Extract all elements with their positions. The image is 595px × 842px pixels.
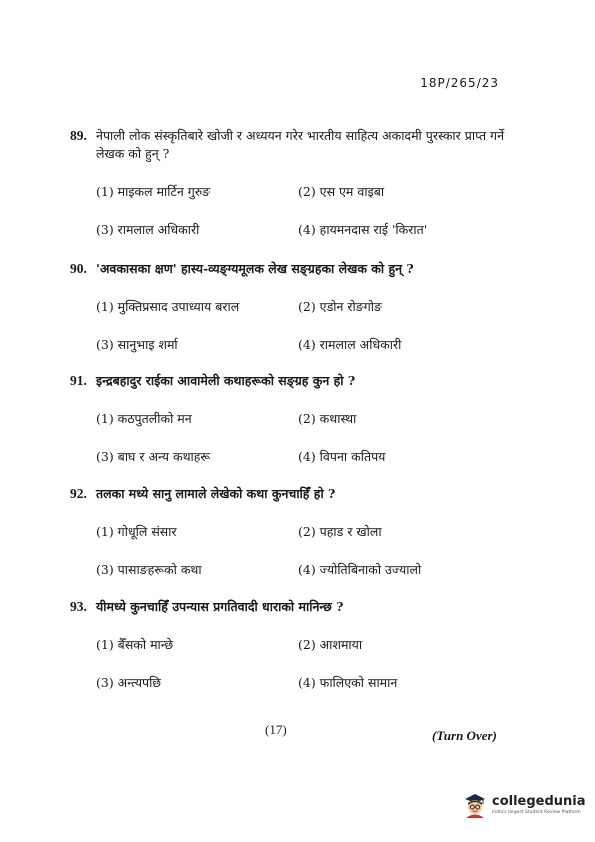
options [96, 278, 510, 358]
question-number: 92. [70, 486, 87, 501]
option-1: (1) माइकल मार्टिन गुरुङ [96, 184, 211, 199]
option-3: (3) अन्त्यपछि [96, 675, 162, 690]
question-93 [70, 598, 510, 696]
option-1: (1) मुक्तिप्रसाद उपाध्याय बराल [96, 299, 240, 314]
paper-code: 18P/265/23 [420, 76, 499, 90]
option-1: (1) बैँसको मान्छे [96, 637, 174, 652]
options [96, 390, 510, 470]
option-3: (3) सानुभाइ शर्मा [96, 337, 178, 352]
brand-watermark[interactable] [462, 790, 586, 818]
brand-tagline: India's largest Student Review Platform [492, 809, 581, 815]
option-1: (1) कठपुतलीको मन [96, 411, 192, 426]
brand-name: collegedunia [492, 793, 586, 809]
option-2: (2) एस एम वाइबा [298, 184, 385, 199]
question-92 [70, 485, 510, 583]
option-4: (4) ज्योतिबिनाको उज्यालो [298, 562, 422, 577]
option-3: (3) पासाङहरूको कथा [96, 562, 202, 577]
option-2: (2) आशमाया [298, 637, 363, 652]
option-2: (2) पहाड र खोला [298, 524, 382, 539]
question-text: 'अवकासका क्षण' हास्य-व्यङ्ग्यमूलक लेख सङ्ग्रहका लेखक को हुन् ? [96, 261, 414, 276]
question-89 [70, 127, 510, 243]
option-2: (2) कथास्था [298, 411, 357, 426]
question-number: 89. [70, 128, 87, 143]
question-text: नेपाली लोक संस्कृतिबारे खोजी र अध्ययन गरेर भारतीय साहित्य अकादमी पुरस्कार प्राप्त गर्ने लेखक को हुन् ? [96, 128, 505, 161]
question-text: यीमध्ये कुनचाहिँ उपन्यास प्रगतिवादी धाराको मानिन्छ ? [96, 599, 344, 614]
option-3: (3) रामलाल अधिकारी [96, 222, 200, 237]
option-1: (1) गोधूलि संसार [96, 524, 177, 539]
option-3: (3) बाघ र अन्य कथाहरू [96, 449, 211, 464]
option-2: (2) एडोन रोङगोङ [298, 299, 382, 314]
option-4: (4) रामलाल अधिकारी [298, 337, 402, 352]
options [96, 503, 510, 583]
question-number: 90. [70, 261, 87, 276]
options [96, 616, 510, 696]
option-4: (4) विपना कतिपय [298, 449, 386, 464]
question-number: 93. [70, 599, 87, 614]
option-4: (4) फालिएको सामान [298, 675, 398, 690]
option-4: (4) हायमनदास राई 'किरात' [298, 222, 428, 237]
turn-over-label: (Turn Over) [432, 728, 497, 743]
page-number: (17) [265, 722, 287, 737]
question-number: 91. [70, 373, 87, 388]
question-text: इन्द्रबहादुर राईका आवामेली कथाहरूको सङ्ग्रह कुन हो ? [96, 373, 356, 388]
question-91 [70, 372, 510, 470]
question-text: तलका मध्ये सानु लामाले लेखेको कथा कुनचाहिँ हो ? [96, 486, 336, 501]
student-avatar-icon [462, 790, 488, 818]
question-90 [70, 260, 510, 358]
options [96, 163, 510, 243]
